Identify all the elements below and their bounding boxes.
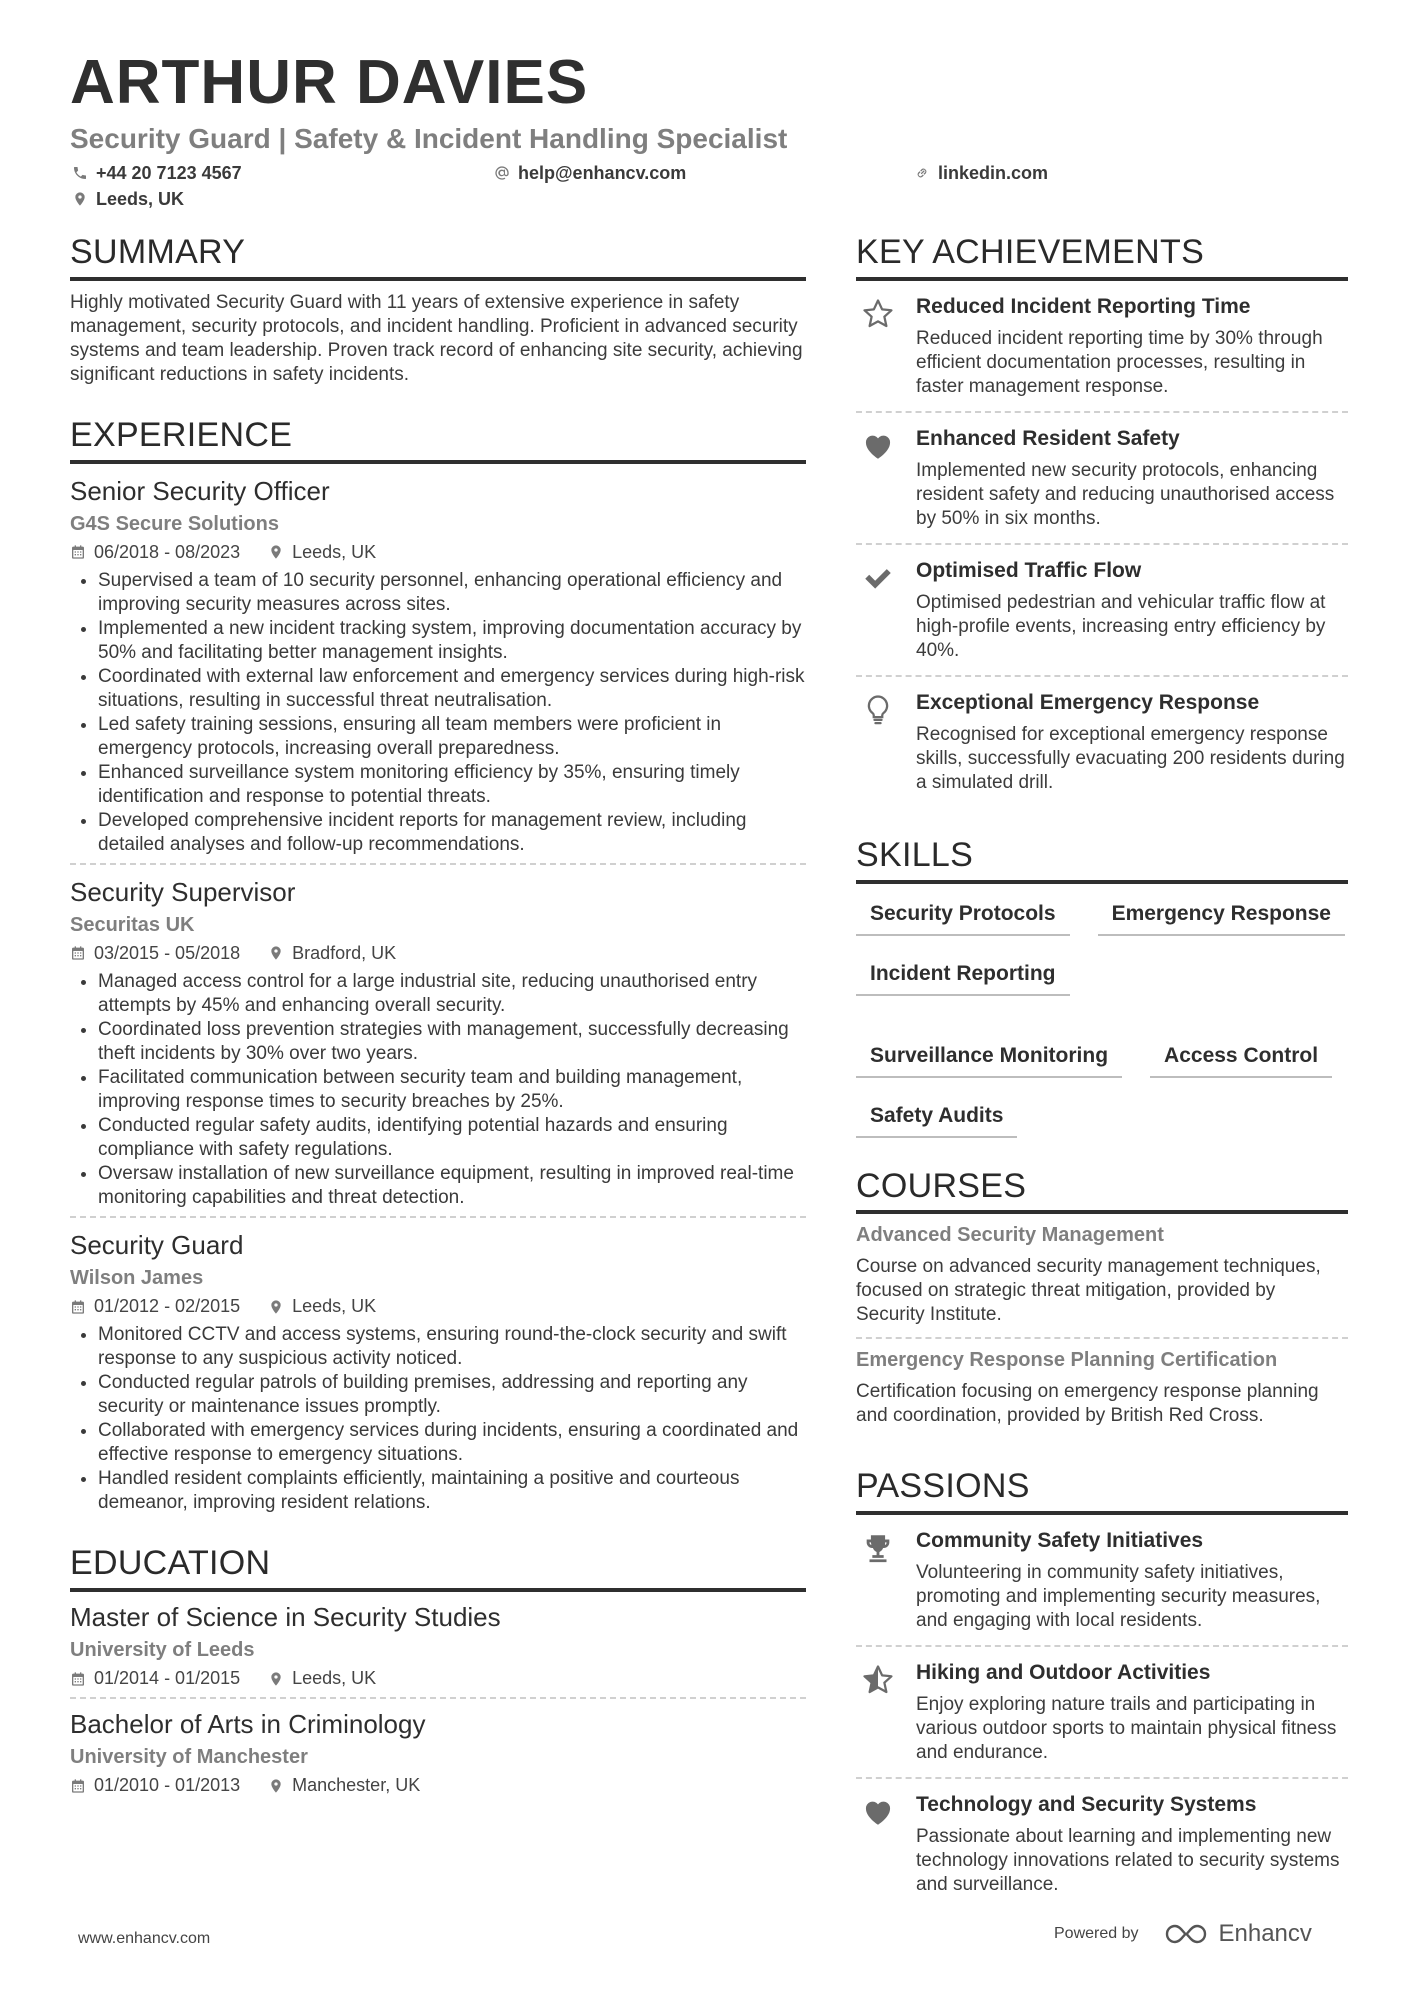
right-column [856,232,1348,1909]
education-dates: 01/2014 - 01/2015 [94,1668,241,1689]
course-title: Advanced Security Management [856,1224,1164,1247]
job-location: Leeds, UK [292,541,377,562]
achievement-title: Reduced Incident Reporting Time [916,294,1251,318]
link-icon [914,165,930,181]
star-half-icon [861,1663,895,1697]
education-dates: 01/2010 - 01/2013 [94,1775,241,1796]
passion-title: Hiking and Outdoor Activities [916,1661,1211,1685]
summary-heading: SUMMARY [70,232,806,281]
skill-tag: Security Protocols [856,898,1070,936]
course-desc: Certification focusing on emergency response planning and coordination, provided by British Red Cross. [856,1381,1319,1427]
passion-desc: Enjoy exploring nature trails and participating in various outdoor sports to maintain physical fitness and endurance. [916,1694,1337,1764]
powered-by-label: Powered by [1054,1925,1139,1942]
education-heading: EDUCATION [70,1543,806,1592]
left-column [70,232,806,1802]
bullet-item: • Implemented a new incident tracking system, improving documentation accuracy by 50% and facilitating better management insights. [98,617,806,665]
education-meta [70,1775,806,1796]
location-pin-icon [72,191,88,207]
passion-item [856,1777,1348,1909]
candidate-name: ARTHUR DAVIES [70,48,589,117]
achievement-item [856,675,1348,807]
achievement-title: Enhanced Resident Safety [916,426,1180,450]
skill-tag: Incident Reporting [856,958,1070,996]
experience-heading: EXPERIENCE [70,415,806,464]
calendar-icon [70,945,86,961]
bullet-item: • Collaborated with emergency services during incidents, ensuring a coordinated and effective response to emergency situations. [98,1419,806,1467]
bullet-item: • Conducted regular safety audits, identifying potential hazards and ensuring compliance with safety regulations. [98,1114,806,1162]
skill-tag: Emergency Response [1098,898,1345,936]
location-pin-icon [268,945,284,961]
location-pin-icon [268,1671,284,1687]
bullet-item: • Managed access control for a large industrial site, reducing unauthorised entry attempts by 45% and enhancing overall security. [98,970,806,1018]
achievement-desc: Implemented new security protocols, enhancing resident safety and reducing unauthorised access by 50% in six months. [916,459,1335,529]
bullet-item: • Oversaw installation of new surveillance equipment, resulting in improved real-time monitoring capabilities and threat detection. [98,1162,806,1210]
job-company: G4S Secure Solutions [70,512,279,535]
achievement-desc: Recognised for exceptional emergency response skills, successfully evacuating 200 residents during a simulated drill. [916,723,1345,793]
job-dates: 01/2012 - 02/2015 [94,1296,241,1317]
job-meta [70,1296,806,1317]
passion-desc: Passionate about learning and implementing new technology innovations related to security systems and surveillance. [916,1826,1340,1896]
job-bullets [70,970,806,1210]
passion-title: Community Safety Initiatives [916,1529,1204,1553]
job-bullets [70,1323,806,1515]
trophy-icon [861,1531,895,1565]
linkedin-link[interactable]: linkedin.com [938,163,1049,183]
job-location: Bradford, UK [292,942,397,963]
candidate-subtitle: Security Guard | Safety & Incident Handling Specialist [70,123,788,154]
job-title: Security Guard [70,1229,244,1260]
achievement-item [856,281,1348,411]
bullet-item: • Monitored CCTV and access systems, ensuring round-the-clock security and swift response to any suspicious activity noticed. [98,1323,806,1371]
contact-email [494,164,686,182]
achievements-heading: KEY ACHIEVEMENTS [856,232,1348,281]
job-company: Wilson James [70,1267,204,1290]
school-name: University of Manchester [70,1746,308,1769]
bullet-item: • Coordinated loss prevention strategies with management, successfully decreasing theft incidents by 30% over two years. [98,1018,806,1066]
location-pin-icon [268,1778,284,1794]
star-outline-icon [861,297,895,331]
job-entry [70,863,806,1210]
enhancv-logo-icon [1163,1921,1209,1947]
job-meta [70,943,806,964]
education-entry [70,1592,806,1689]
education-location: Leeds, UK [292,1668,377,1689]
job-entry [70,464,806,857]
bullet-item: • Facilitated communication between security team and building management, improving response times to security breaches by 25%. [98,1066,806,1114]
passion-item [856,1645,1348,1777]
checkmark-icon [861,561,895,595]
bullet-item: • Handled resident complaints efficiently, maintaining a positive and courteous demeanor, improving resident relations. [98,1467,806,1515]
job-company: Securitas UK [70,913,195,936]
lightbulb-icon [861,693,895,727]
calendar-icon [70,1778,86,1794]
skills-list [856,884,1348,1138]
skill-tag: Access Control [1150,1040,1332,1078]
bullet-item: • Led safety training sessions, ensuring all team members were proficient in emergency protocols, increasing overall preparedness. [98,713,806,761]
job-meta [70,542,806,563]
bullet-item: • Supervised a team of 10 security personnel, enhancing operational efficiency and improving security measures across sites. [98,569,806,617]
heart-icon [861,1795,895,1829]
heart-icon [861,429,895,463]
achievement-title: Optimised Traffic Flow [916,558,1142,582]
contact-phone [72,164,242,182]
summary-text: Highly motivated Security Guard with 11 years of extensive experience in safety management, security protocols, and incident handling. Proficient in advanced security systems and team leadership. Proven track record of enhancing site security, achieving significant reductions in safety incidents. [70,291,803,385]
passion-item [856,1515,1348,1645]
brand-logo[interactable] [1163,1920,1312,1948]
bullet-item: • Enhanced surveillance system monitoring efficiency by 35%, ensuring timely identification and response to potential threats. [98,761,806,809]
job-bullets [70,569,806,857]
achievement-desc: Optimised pedestrian and vehicular traffic flow at high-profile events, increasing entry efficiency by 40%. [916,591,1326,661]
bullet-item: • Coordinated with external law enforcement and emergency services during high-risk situations, resulting in successful threat neutralisation. [98,665,806,713]
phone-icon [72,165,88,181]
email-link[interactable]: help@enhancv.com [518,163,687,183]
course-desc: Course on advanced security management techniques, focused on strategic threat mitigation, provided by Security Institute. [856,1256,1321,1326]
achievement-item [856,411,1348,543]
job-location: Leeds, UK [292,1296,377,1317]
passions-heading: PASSIONS [856,1466,1348,1515]
calendar-icon [70,1299,86,1315]
degree-title: Bachelor of Arts in Criminology [70,1709,426,1740]
skill-tag: Surveillance Monitoring [856,1040,1122,1078]
school-name: University of Leeds [70,1639,255,1662]
location-pin-icon [268,1299,284,1315]
at-icon [494,165,510,181]
contact-linkedin [914,164,1048,182]
achievement-title: Exceptional Emergency Response [916,690,1260,714]
job-entry [70,1216,806,1515]
job-dates: 06/2018 - 08/2023 [94,541,241,562]
passion-title: Technology and Security Systems [916,1793,1257,1817]
contact-location [72,190,184,208]
brand-name: Enhancv [1218,1920,1312,1947]
education-entry [70,1697,806,1796]
education-meta [70,1668,806,1689]
courses-heading: COURSES [856,1166,1348,1215]
skills-heading: SKILLS [856,835,1348,884]
course-item [856,1337,1348,1438]
degree-title: Master of Science in Security Studies [70,1601,501,1632]
location-text: Leeds, UK [96,189,185,209]
calendar-icon [70,544,86,560]
course-title: Emergency Response Planning Certification [856,1349,1278,1372]
passion-desc: Volunteering in community safety initiatives, promoting and implementing security measures, and engaging with local residents. [916,1562,1321,1632]
footer-branding [1054,1920,1312,1948]
achievement-desc: Reduced incident reporting time by 30% through efficient documentation processes, resulting in faster management response. [916,327,1323,397]
location-pin-icon [268,544,284,560]
calendar-icon [70,1671,86,1687]
job-title: Senior Security Officer [70,475,330,506]
bullet-item: • Developed comprehensive incident reports for management review, including detailed analyses and follow-up recommendations. [98,809,806,857]
job-title: Security Supervisor [70,876,296,907]
achievement-item [856,543,1348,675]
footer-website[interactable]: www.enhancv.com [78,1930,211,1947]
skill-tag: Safety Audits [856,1100,1017,1138]
phone-text: +44 20 7123 4567 [96,163,242,183]
bullet-item: • Conducted regular patrols of building premises, addressing and reporting any security or maintenance issues promptly. [98,1371,806,1419]
education-location: Manchester, UK [292,1775,421,1796]
course-item [856,1214,1348,1337]
job-dates: 03/2015 - 05/2018 [94,942,241,963]
